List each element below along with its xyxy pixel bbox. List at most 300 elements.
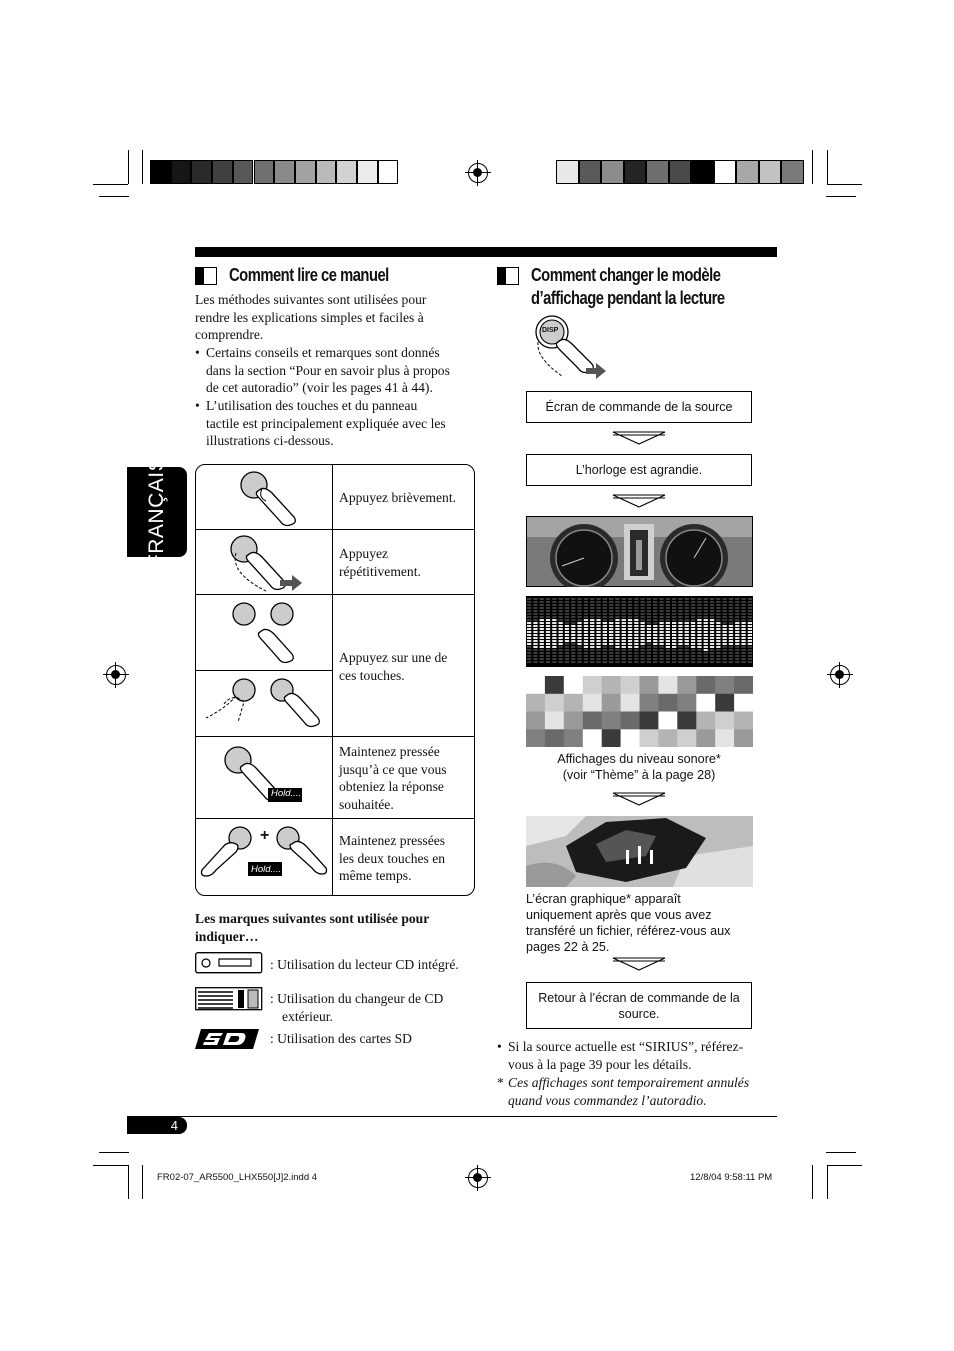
- equalizer-segment: [659, 601, 663, 603]
- equalizer-segment: [603, 601, 607, 603]
- equalizer-segment: [634, 652, 638, 654]
- equalizer-segment: [678, 616, 682, 618]
- mosaic-tile: [658, 676, 677, 694]
- equalizer-segment: [685, 619, 689, 621]
- equalizer-segment: [672, 646, 676, 648]
- equalizer-segment: [577, 622, 581, 624]
- equalizer-segment: [710, 607, 714, 609]
- equalizer-segment: [647, 628, 651, 630]
- equalizer-segment: [741, 634, 745, 636]
- equalizer-segment: [729, 613, 733, 615]
- equalizer-segment: [533, 604, 537, 606]
- equalizer-segment: [659, 640, 663, 642]
- equalizer-segment: [741, 628, 745, 630]
- equalizer-segment: [741, 640, 745, 642]
- equalizer-segment: [659, 604, 663, 606]
- equalizer-segment: [552, 646, 556, 648]
- level-display-caption: Affichages du niveau sonore* (voir “Thème” à la page 28): [557, 752, 721, 782]
- equalizer-segment: [697, 649, 701, 651]
- equalizer-segment: [647, 637, 651, 639]
- equalizer-segment: [678, 622, 682, 624]
- equalizer-segment: [615, 646, 619, 648]
- equalizer-segment: [691, 658, 695, 660]
- equalizer-segment: [596, 601, 600, 603]
- equalizer-segment: [647, 658, 651, 660]
- equalizer-segment: [653, 607, 657, 609]
- equalizer-segment: [577, 652, 581, 654]
- equalizer-segment: [659, 652, 663, 654]
- equalizer-segment: [666, 607, 670, 609]
- equalizer-segment: [678, 652, 682, 654]
- equalizer-segment: [540, 658, 544, 660]
- color-swatch: [646, 160, 669, 184]
- equalizer-segment: [685, 601, 689, 603]
- equalizer-segment: [691, 616, 695, 618]
- equalizer-segment: [622, 616, 626, 618]
- equalizer-segment: [552, 637, 556, 639]
- equalizer-segment: [596, 610, 600, 612]
- color-swatch: [714, 160, 737, 184]
- equalizer-segment: [691, 619, 695, 621]
- equalizer-segment: [634, 613, 638, 615]
- equalizer-segment: [552, 631, 556, 633]
- equalizer-segment: [527, 604, 531, 606]
- equalizer-segment: [729, 616, 733, 618]
- equalizer-segment: [552, 610, 556, 612]
- equalizer-segment: [723, 643, 727, 645]
- equalizer-segment: [552, 613, 556, 615]
- equalizer-segment: [603, 622, 607, 624]
- registration-mark-top: [468, 163, 488, 183]
- equalizer-segment: [584, 607, 588, 609]
- equalizer-segment: [596, 661, 600, 663]
- equalizer-segment: [609, 640, 613, 642]
- equalizer-segment: [584, 619, 588, 621]
- equalizer-segment: [641, 604, 645, 606]
- equalizer-segment: [559, 613, 563, 615]
- disp-label: DISP: [542, 327, 559, 334]
- equalizer-segment: [748, 643, 752, 645]
- press-once-illustration: [196, 465, 332, 529]
- equalizer-segment: [596, 628, 600, 630]
- equalizer-segment: [678, 598, 682, 600]
- equalizer-segment: [622, 640, 626, 642]
- equalizer-segment: [678, 637, 682, 639]
- gauge-level-display: [526, 516, 753, 587]
- equalizer-segment: [596, 655, 600, 657]
- equalizer-segment: [577, 640, 581, 642]
- equalizer-segment: [735, 643, 739, 645]
- equalizer-segment: [527, 625, 531, 627]
- equalizer-segment: [729, 643, 733, 645]
- equalizer-segment: [634, 616, 638, 618]
- graphic-screen-display: [526, 816, 753, 887]
- equalizer-segment: [609, 634, 613, 636]
- equalizer-segment: [533, 655, 537, 657]
- equalizer-segment: [672, 601, 676, 603]
- equalizer-segment: [697, 646, 701, 648]
- color-swatch: [378, 160, 399, 184]
- equalizer-segment: [666, 646, 670, 648]
- table-row: Maintenez pressées les deux touches en même temps.: [339, 833, 446, 884]
- equalizer-segment: [615, 607, 619, 609]
- equalizer-segment: [748, 622, 752, 624]
- equalizer-segment: [691, 640, 695, 642]
- equalizer-segment: [552, 601, 556, 603]
- equalizer-segment: [622, 601, 626, 603]
- equalizer-segment: [533, 652, 537, 654]
- mosaic-tile: [545, 712, 564, 730]
- equalizer-segment: [609, 643, 613, 645]
- mosaic-tile: [545, 729, 564, 747]
- equalizer-segment: [565, 649, 569, 651]
- mosaic-tile: [564, 712, 583, 730]
- equalizer-segment: [641, 637, 645, 639]
- equalizer-segment: [716, 649, 720, 651]
- equalizer-segment: [653, 661, 657, 663]
- equalizer-segment: [672, 637, 676, 639]
- equalizer-segment: [596, 634, 600, 636]
- equalizer-segment: [697, 661, 701, 663]
- equalizer-segment: [748, 616, 752, 618]
- equalizer-segment: [540, 604, 544, 606]
- equalizer-segment: [628, 616, 632, 618]
- equalizer-segment: [622, 619, 626, 621]
- equalizer-segment: [634, 607, 638, 609]
- equalizer-segment: [647, 607, 651, 609]
- equalizer-segment: [685, 610, 689, 612]
- equalizer-segment: [565, 643, 569, 645]
- equalizer-segment: [628, 610, 632, 612]
- equalizer-segment: [559, 640, 563, 642]
- equalizer-segment: [666, 628, 670, 630]
- equalizer-segment: [540, 640, 544, 642]
- equalizer-segment: [672, 643, 676, 645]
- equalizer-segment: [552, 628, 556, 630]
- equalizer-segment: [571, 652, 575, 654]
- equalizer-segment: [527, 646, 531, 648]
- equalizer-segment: [527, 613, 531, 615]
- equalizer-segment: [533, 613, 537, 615]
- equalizer-segment: [533, 625, 537, 627]
- press-and-hold-illustration: [196, 736, 332, 818]
- equalizer-segment: [704, 658, 708, 660]
- equalizer-segment: [546, 628, 550, 630]
- equalizer-segment: [748, 598, 752, 600]
- equalizer-segment: [590, 634, 594, 636]
- equalizer-segment: [577, 613, 581, 615]
- equalizer-segment: [729, 610, 733, 612]
- equalizer-segment: [609, 604, 613, 606]
- equalizer-segment: [697, 652, 701, 654]
- equalizer-segment: [641, 631, 645, 633]
- equalizer-segment: [546, 625, 550, 627]
- equalizer-segment: [540, 625, 544, 627]
- equalizer-segment: [691, 631, 695, 633]
- equalizer-segment: [603, 643, 607, 645]
- equalizer-segment: [704, 598, 708, 600]
- equalizer-segment: [527, 610, 531, 612]
- equalizer-segment: [540, 619, 544, 621]
- equalizer-segment: [716, 616, 720, 618]
- equalizer-segment: [615, 631, 619, 633]
- equalizer-segment: [584, 658, 588, 660]
- equalizer-segment: [540, 649, 544, 651]
- equalizer-segment: [666, 661, 670, 663]
- equalizer-segment: [628, 619, 632, 621]
- equalizer-segment: [704, 661, 708, 663]
- equalizer-segment: [678, 628, 682, 630]
- equalizer-segment: [628, 637, 632, 639]
- equalizer-segment: [672, 661, 676, 663]
- equalizer-segment: [584, 598, 588, 600]
- equalizer-segment: [609, 628, 613, 630]
- table-row: Appuyez brièvement.: [339, 490, 457, 505]
- down-arrow: [612, 792, 666, 806]
- equalizer-segment: [603, 634, 607, 636]
- equalizer-segment: [634, 619, 638, 621]
- equalizer-segment: [716, 640, 720, 642]
- equalizer-segment: [540, 655, 544, 657]
- down-arrow: [612, 431, 666, 445]
- equalizer-segment: [678, 610, 682, 612]
- equalizer-segment: [559, 658, 563, 660]
- equalizer-segment: [704, 655, 708, 657]
- equalizer-segment: [590, 607, 594, 609]
- equalizer-segment: [653, 634, 657, 636]
- equalizer-segment: [533, 607, 537, 609]
- mosaic-tile: [583, 729, 602, 747]
- equalizer-segment: [609, 658, 613, 660]
- equalizer-segment: [615, 601, 619, 603]
- equalizer-segment: [559, 652, 563, 654]
- equalizer-segment: [533, 622, 537, 624]
- top-rule: [195, 247, 777, 257]
- equalizer-segment: [527, 649, 531, 651]
- mosaic-tile: [677, 676, 696, 694]
- equalizer-segment: [666, 634, 670, 636]
- mosaic-tile: [734, 694, 753, 712]
- equalizer-segment: [596, 607, 600, 609]
- equalizer-segment: [685, 598, 689, 600]
- equalizer-segment: [628, 622, 632, 624]
- equalizer-segment: [527, 598, 531, 600]
- equalizer-segment: [685, 607, 689, 609]
- equalizer-segment: [704, 616, 708, 618]
- equalizer-segment: [691, 655, 695, 657]
- equalizer-segment: [622, 637, 626, 639]
- equalizer-segment: [533, 661, 537, 663]
- equalizer-segment: [622, 604, 626, 606]
- equalizer-segment: [628, 613, 632, 615]
- equalizer-segment: [647, 604, 651, 606]
- equalizer-segment: [735, 658, 739, 660]
- equalizer-segment: [641, 622, 645, 624]
- mosaic-level-display: [526, 676, 753, 747]
- equalizer-segment: [735, 661, 739, 663]
- mosaic-tile: [696, 694, 715, 712]
- equalizer-segment: [666, 652, 670, 654]
- equalizer-segment: [622, 661, 626, 663]
- equalizer-segment: [697, 631, 701, 633]
- equalizer-segment: [546, 622, 550, 624]
- equalizer-segment: [584, 634, 588, 636]
- equalizer-segment: [735, 619, 739, 621]
- equalizer-segment: [704, 634, 708, 636]
- equalizer-segment: [653, 619, 657, 621]
- equalizer-segment: [647, 613, 651, 615]
- equalizer-segment: [552, 616, 556, 618]
- color-swatch: [316, 160, 337, 184]
- equalizer-segment: [584, 646, 588, 648]
- equalizer-segment: [729, 640, 733, 642]
- equalizer-segment: [596, 652, 600, 654]
- equalizer-segment: [533, 646, 537, 648]
- equalizer-segment: [634, 661, 638, 663]
- equalizer-segment: [748, 637, 752, 639]
- mosaic-tile: [696, 712, 715, 730]
- equalizer-segment: [615, 649, 619, 651]
- equalizer-segment: [666, 649, 670, 651]
- equalizer-segment: [729, 598, 733, 600]
- equalizer-segment: [628, 655, 632, 657]
- equalizer-segment: [584, 643, 588, 645]
- equalizer-segment: [691, 607, 695, 609]
- equalizer-segment: [571, 637, 575, 639]
- equalizer-segment: [577, 628, 581, 630]
- equalizer-segment: [729, 637, 733, 639]
- equalizer-segment: [710, 655, 714, 657]
- equalizer-segment: [653, 643, 657, 645]
- equalizer-segment: [741, 658, 745, 660]
- equalizer-segment: [552, 619, 556, 621]
- equalizer-segment: [710, 625, 714, 627]
- equalizer-segment: [735, 604, 739, 606]
- mosaic-tile: [658, 729, 677, 747]
- equalizer-segment: [735, 625, 739, 627]
- equalizer-segment: [653, 601, 657, 603]
- equalizer-segment: [546, 601, 550, 603]
- left-section-title: Comment lire ce manuel: [229, 265, 389, 285]
- equalizer-segment: [571, 598, 575, 600]
- equalizer-segment: [666, 622, 670, 624]
- equalizer-segment: [659, 613, 663, 615]
- equalizer-segment: [716, 631, 720, 633]
- color-swatch: [556, 160, 579, 184]
- equalizer-segment: [565, 613, 569, 615]
- equalizer-segment: [533, 619, 537, 621]
- equalizer-segment: [716, 604, 720, 606]
- equalizer-segment: [672, 655, 676, 657]
- mosaic-tile: [564, 694, 583, 712]
- equalizer-segment: [603, 625, 607, 627]
- equalizer-segment: [571, 601, 575, 603]
- color-swatch: [736, 160, 759, 184]
- intro-text: Les méthodes suivantes sont utilisées pour rendre les explications simples et faciles à comprendre.: [195, 292, 427, 343]
- equalizer-segment: [571, 607, 575, 609]
- equalizer-segment: [653, 616, 657, 618]
- equalizer-segment: [559, 598, 563, 600]
- mosaic-tile: [602, 694, 621, 712]
- equalizer-segment: [716, 625, 720, 627]
- equalizer-segment: [741, 631, 745, 633]
- mosaic-tile: [734, 712, 753, 730]
- equalizer-segment: [741, 610, 745, 612]
- equalizer-segment: [628, 652, 632, 654]
- down-arrow: [612, 957, 666, 971]
- equalizer-segment: [590, 616, 594, 618]
- equalizer-segment: [704, 601, 708, 603]
- equalizer-segment: [615, 640, 619, 642]
- equalizer-segment: [704, 652, 708, 654]
- equalizer-segment: [666, 637, 670, 639]
- equalizer-segment: [533, 628, 537, 630]
- equalizer-segment: [546, 604, 550, 606]
- equalizer-segment: [653, 613, 657, 615]
- equalizer-segment: [609, 637, 613, 639]
- equalizer-segment: [546, 637, 550, 639]
- equalizer-segment: [647, 625, 651, 627]
- equalizer-segment: [685, 646, 689, 648]
- equalizer-segment: [615, 610, 619, 612]
- equalizer-segment: [729, 661, 733, 663]
- color-swatch: [274, 160, 295, 184]
- equalizer-segment: [571, 631, 575, 633]
- bottom-rule: [127, 1116, 777, 1117]
- equalizer-segment: [577, 616, 581, 618]
- equalizer-segment: [615, 613, 619, 615]
- equalizer-segment: [723, 661, 727, 663]
- equalizer-segment: [666, 598, 670, 600]
- table-row: Appuyez sur une de ces touches.: [339, 650, 448, 683]
- equalizer-segment: [691, 604, 695, 606]
- equalizer-segment: [691, 649, 695, 651]
- equalizer-segment: [596, 658, 600, 660]
- equalizer-segment: [672, 631, 676, 633]
- down-arrow: [612, 494, 666, 508]
- equalizer-segment: [590, 619, 594, 621]
- equalizer-segment: [641, 613, 645, 615]
- color-swatch: [691, 160, 714, 184]
- equalizer-segment: [533, 601, 537, 603]
- equalizer-segment: [609, 616, 613, 618]
- mosaic-tile: [734, 729, 753, 747]
- mosaic-tile: [564, 729, 583, 747]
- equalizer-segment: [571, 628, 575, 630]
- equalizer-segment: [546, 652, 550, 654]
- equalizer-segment: [609, 646, 613, 648]
- mosaic-tile: [677, 694, 696, 712]
- equalizer-segment: [735, 631, 739, 633]
- equalizer-segment: [659, 616, 663, 618]
- equalizer-segment: [647, 631, 651, 633]
- equalizer-segment: [723, 610, 727, 612]
- equalizer-segment: [716, 658, 720, 660]
- equalizer-segment: [716, 610, 720, 612]
- equalizer-segment: [659, 661, 663, 663]
- color-swatch: [781, 160, 804, 184]
- equalizer-segment: [723, 628, 727, 630]
- equalizer-segment: [634, 658, 638, 660]
- equalizer-segment: [622, 649, 626, 651]
- graphic-screen-caption: L’écran graphique* apparaît uniquement après que vous avez transféré un fichier, référez-vous aux pages 22 à 25.: [526, 892, 731, 954]
- equalizer-segment: [571, 649, 575, 651]
- equalizer-segment: [609, 598, 613, 600]
- mosaic-tile: [526, 694, 545, 712]
- mosaic-tile: [545, 694, 564, 712]
- step-clock-enlarged: L’horloge est agrandie.: [526, 454, 752, 486]
- equalizer-segment: [634, 634, 638, 636]
